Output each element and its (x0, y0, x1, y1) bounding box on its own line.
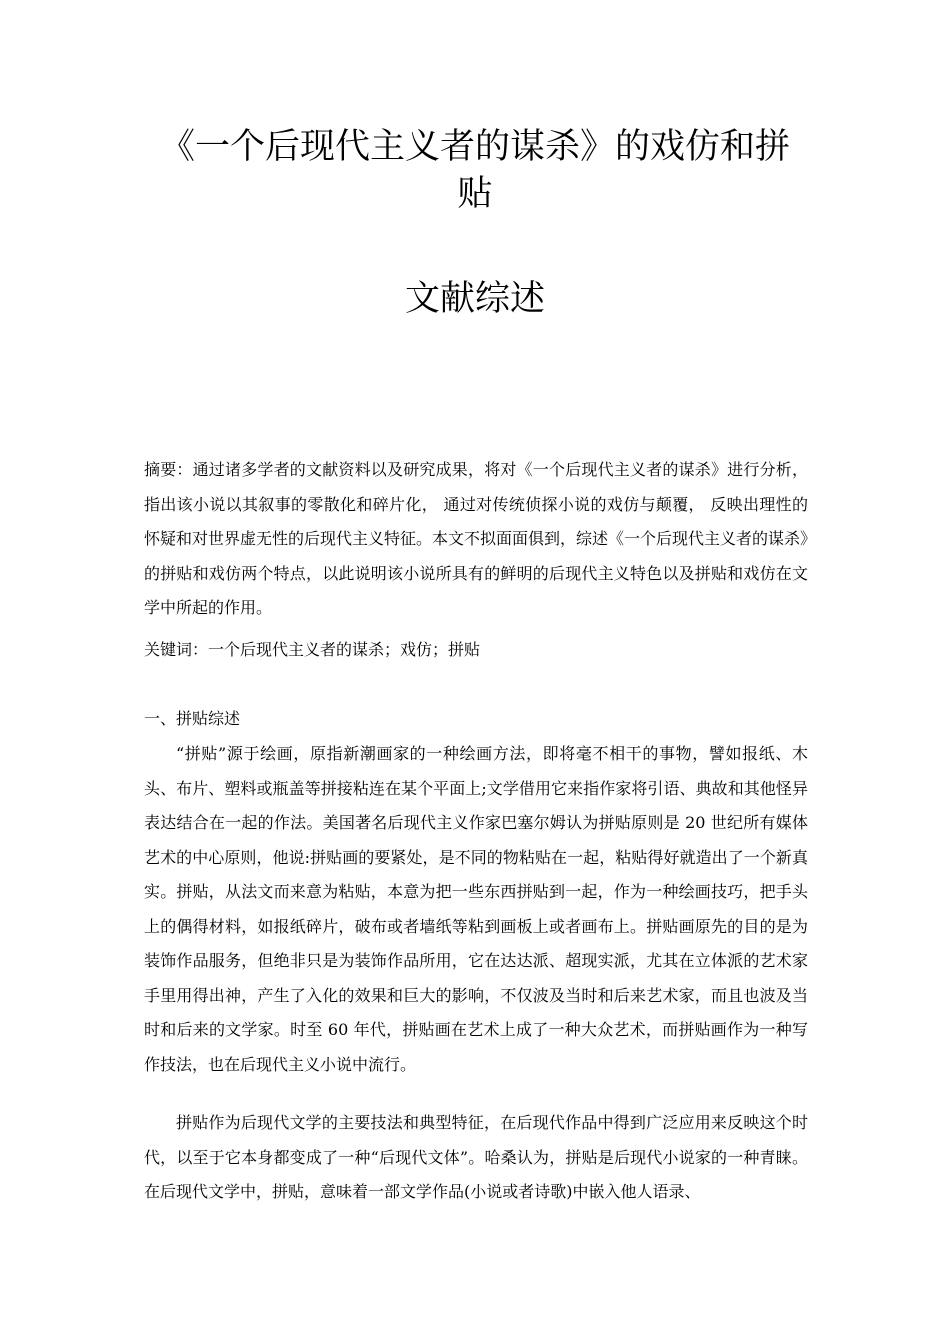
keywords-line: 关键词：一个后现代主义者的谋杀；戏仿；拼贴 (144, 640, 481, 659)
document-title: 《一个后现代主义者的谋杀》的戏仿和拼贴 (159, 127, 790, 214)
abstract-paragraph: 摘要：通过诸多学者的文献资料以及研究成果，将对《一个后现代主义者的谋杀》进行分析， 指出该小说以其叙事的零散化和碎片化， 通过对传统侦探小说的戏仿与颠覆， 反映出理性的怀疑和对世界虚无性的后现代主义特征。本文不拟面面俱到，综述《一个后现代主义者的谋杀》的拼贴和戏仿两个特点，以此说明该小说所具有的鲜明的后现代主义特色以及拼贴和戏仿在文学中所起的作用。 (144, 460, 809, 617)
section-heading: 一、拼贴综述 (144, 709, 241, 728)
body-paragraph: “拼贴”源于绘画，原指新潮画家的一种绘画方法，即将毫不相干的事物，譬如报纸、木头、布片、塑料或瓶盖等拼接粘连在某个平面上;文学借用它来指作家将引语、典故和其他怪异表达结合在一起的作法。美国著名后现代主义作家巴塞尔姆认为拼贴原则是 20 世纪所有媒体艺术的中心原则，他说:拼贴画的要紧处，是不同的物粘贴在一起，粘贴得好就造出了一个新真实。拼贴，从法文而来意为粘贴，本意为把一些东西拼贴到一起，作为一种绘画技巧，把手头上的偶得材料，如报纸碎片，破布或者墙纸等粘到画板上或者画布上。拼贴画原先的目的是为装饰作品服务，但绝非只是为装饰作品所用，它在达达派、超现实派，尤其在立体派的艺术家手里用得出神，产生了入化的效果和巨大的影响，不仅波及当时和后来艺术家，而且也波及当时和后来的文学家。时至 60 年代，拼贴画在艺术上成了一种大众艺术，而拼贴画作为一种写作技法，也在后现代主义小说中流行。 (144, 744, 808, 1074)
body-paragraph: 拼贴作为后现代文学的主要技法和典型特征，在后现代作品中得到广泛应用来反映这个时代，以至于它本身都变成了一种“后现代文体”。哈桑认为，拼贴是后现代小说家的一种青睐。在后现代文学中，拼贴，意味着一部文学作品(小说或者诗歌)中嵌入他人语录、 (144, 1113, 808, 1201)
document-subtitle: 文献综述 (404, 279, 545, 319)
